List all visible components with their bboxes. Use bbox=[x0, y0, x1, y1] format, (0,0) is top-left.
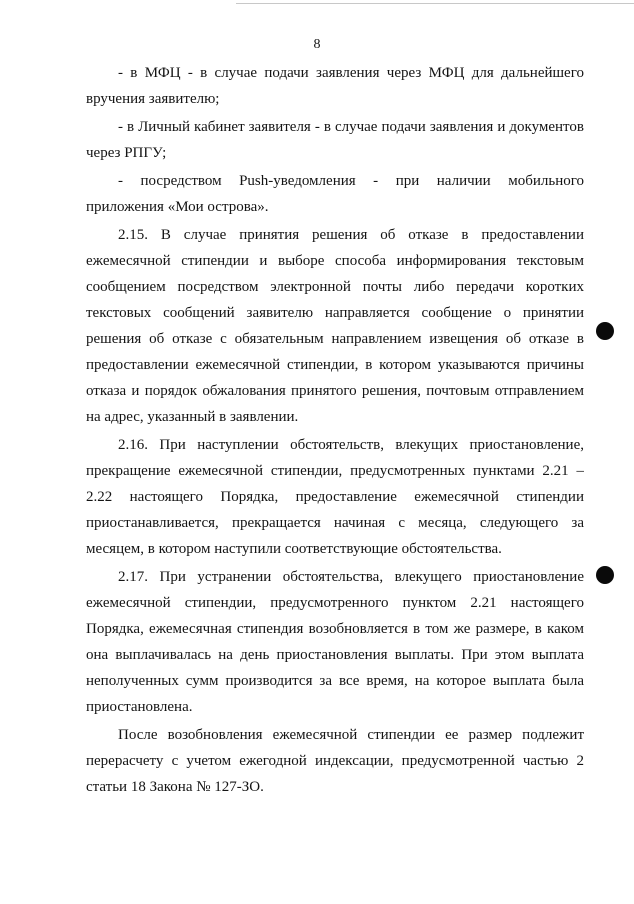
text-line: Порядка, ежемесячная стипендия возобновляется в том же размере, в каком bbox=[86, 621, 584, 637]
text-line: После возобновления ежемесячной стипендии ее размер подлежит bbox=[118, 727, 584, 743]
text-line: приложения «Мои острова». bbox=[86, 199, 269, 215]
text-line: вручения заявителю; bbox=[86, 91, 220, 107]
punch-hole-mark bbox=[596, 566, 614, 584]
paragraph bbox=[86, 564, 584, 720]
text-line: ежемесячной стипендии, предусмотренного пунктом 2.21 настоящего bbox=[86, 595, 584, 611]
top-edge-line bbox=[236, 3, 634, 4]
text-line: прекращение ежемесячной стипендии, предусмотренных пунктами 2.21 – bbox=[86, 463, 584, 479]
text-line: приостановлена. bbox=[86, 699, 193, 715]
paragraph bbox=[86, 114, 584, 166]
page-number: 8 bbox=[313, 37, 321, 52]
text-line: - в МФЦ - в случае подачи заявления через МФЦ для дальнейшего bbox=[118, 65, 584, 81]
text-line: 2.15. В случае принятия решения об отказе в предоставлении bbox=[118, 227, 584, 243]
text-line: отказа и порядок обжалования принятого решения, почтовым отправлением bbox=[86, 383, 584, 399]
text-line: - в Личный кабинет заявителя - в случае подачи заявления и документов bbox=[118, 119, 584, 135]
text-line: на адрес, указанный в заявлении. bbox=[86, 409, 299, 425]
document-body bbox=[86, 60, 584, 800]
paragraph bbox=[86, 432, 584, 562]
text-line: месяцем, в котором наступили соответствующие обстоятельства. bbox=[86, 541, 502, 557]
text-line: статьи 18 Закона № 127-ЗО. bbox=[86, 779, 264, 795]
paragraph bbox=[86, 722, 584, 800]
text-line: приостанавливается, прекращается начиная с месяца, следующего за bbox=[86, 515, 584, 531]
text-line: перерасчету с учетом ежегодной индексации, предусмотренной частью 2 bbox=[86, 753, 584, 769]
text-line: ежемесячной стипендии и выборе способа информирования текстовым bbox=[86, 253, 584, 269]
text-line: сообщением посредством электронной почты либо передачи коротких bbox=[86, 279, 584, 295]
text-line: 2.17. При устранении обстоятельства, влекущего приостановление bbox=[118, 569, 584, 585]
text-line: текстовых сообщений заявителю направляется сообщение о принятии bbox=[86, 305, 584, 321]
paragraph bbox=[86, 60, 584, 112]
text-line: она выплачивалась на день приостановления выплаты. При этом выплата bbox=[86, 647, 584, 663]
text-line: предоставлении ежемесячной стипендии, в котором указываются причины bbox=[86, 357, 584, 373]
paragraph bbox=[86, 168, 584, 220]
text-line: 2.22 настоящего Порядка, предоставление ежемесячной стипендии bbox=[86, 489, 584, 505]
punch-hole-mark bbox=[596, 322, 614, 340]
text-line: - посредством Push-уведомления - при наличии мобильного bbox=[118, 173, 584, 189]
text-line: 2.16. При наступлении обстоятельств, влекущих приостановление, bbox=[118, 437, 584, 453]
paragraph bbox=[86, 222, 584, 430]
text-line: через РПГУ; bbox=[86, 145, 167, 161]
text-line: неполученных сумм производится за все время, на которое выплата была bbox=[86, 673, 584, 689]
text-line: решения об отказе с обязательным направлением извещения об отказе в bbox=[86, 331, 584, 347]
